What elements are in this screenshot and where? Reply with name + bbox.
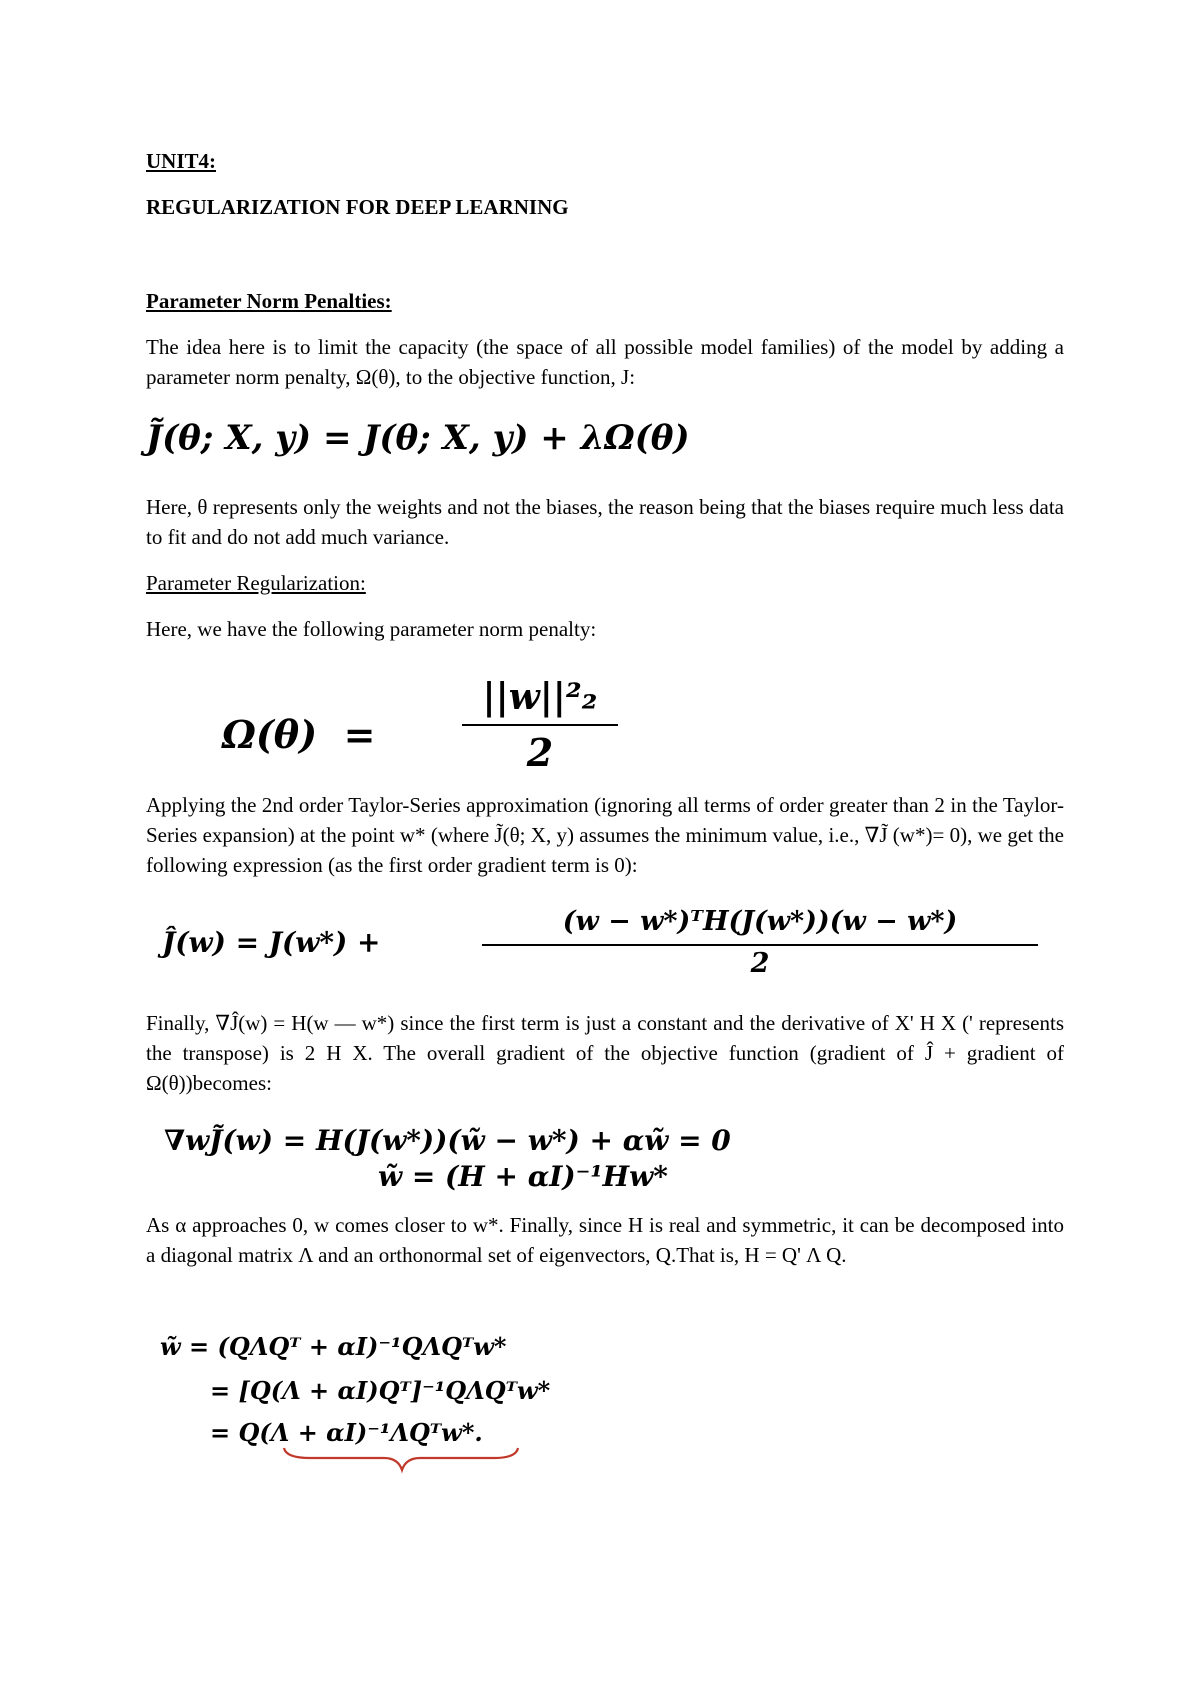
equation-eigen-line3 (210, 1418, 483, 1447)
equation-l2-numerator: ||w||²₂ (482, 676, 598, 718)
equation-l2-fraction-bar (462, 724, 618, 726)
equation-gradient-line1 (164, 1124, 731, 1157)
equation-gradient-line1-text: ∇wJ̃(w) = H(J(w*))(w̃ − w*) + αw̃ = 0 (164, 1124, 731, 1157)
underbrace-annotation (280, 1444, 520, 1474)
page-title: REGULARIZATION FOR DEEP LEARNING (146, 195, 569, 219)
equation-l2-denominator: 2 (526, 730, 554, 775)
underbrace-path (284, 1448, 518, 1470)
equation-taylor-denominator: 2 (750, 948, 770, 979)
equation-taylor-lhs (162, 926, 381, 959)
equation-eigen-line2-text: = [Q(Λ + αI)Qᵀ]⁻¹QΛQᵀw* (210, 1376, 551, 1405)
equation-eigen-line1 (160, 1332, 506, 1361)
paragraph-gradient: Finally, ∇Ĵ(w) = H(w — w*) since the first term is just a constant and the derivative of X' H X (' represents the transpose) is 2 H X. The overall gradient of the objective function (gradient of Ĵ + gradient of Ω(θ))becomes: (146, 1011, 1064, 1095)
equation-eigen-line3-text: = Q(Λ + αI)⁻¹ΛQᵀw*. (210, 1418, 483, 1447)
paragraph-taylor: Applying the 2nd order Taylor-Series approximation (ignoring all terms of order greater than 2 in the Taylor-Series expansion) at the point w* (where J̃(θ; X, y) assumes the minimum value, i.e., ∇J̃ (w*)= 0), we get the following expression (as the first order gradient term is 0): (146, 793, 1064, 877)
equation-taylor-fraction-bar (482, 944, 1038, 946)
unit-heading: UNIT4: (146, 149, 217, 173)
paragraph-alpha: As α approaches 0, w comes closer to w*. Finally, since H is real and symmetric, it can be decomposed into a diagonal matrix Λ and an orthonormal set of eigenvectors, Q.That is, H = Q' Λ Q. (146, 1213, 1064, 1267)
equation-eigen-line1-text: w̃ = (QΛQᵀ + αI)⁻¹QΛQᵀw* (160, 1332, 507, 1361)
equation-objective-text: J̃(θ; X, y) = J(θ; X, y) + λΩ(θ) (146, 418, 690, 458)
equation-gradient-line2-text: w̃ = (H + αI)⁻¹Hw* (378, 1160, 668, 1193)
section-heading-parameter-norm: Parameter Norm Penalties: (146, 289, 392, 313)
section-heading-parameter-regularization: Parameter Regularization: (146, 571, 366, 595)
equation-taylor-numerator: (w − w*)ᵀH(J(w*))(w − w*) (562, 906, 958, 937)
equation-gradient-line2 (378, 1160, 668, 1193)
equation-objective (146, 418, 690, 458)
equation-l2-lhs (222, 712, 375, 757)
equation-l2-lhs-text: Ω(θ) = (222, 712, 376, 757)
paragraph-intro: The idea here is to limit the capacity (the space of all possible model families) of the model by adding a parameter norm penalty, Ω(θ), to the objective function, J: (146, 335, 1064, 389)
equation-taylor-lhs-text: Ĵ(w) = J(w*) + (162, 926, 381, 959)
paragraph-weights-note: Here, θ represents only the weights and not the biases, the reason being that the biases require much less data to fit and do not add much variance. (146, 495, 1064, 549)
paragraph-penalty-intro: Here, we have the following parameter norm penalty: (146, 617, 597, 641)
equation-eigen-line2 (210, 1376, 550, 1405)
